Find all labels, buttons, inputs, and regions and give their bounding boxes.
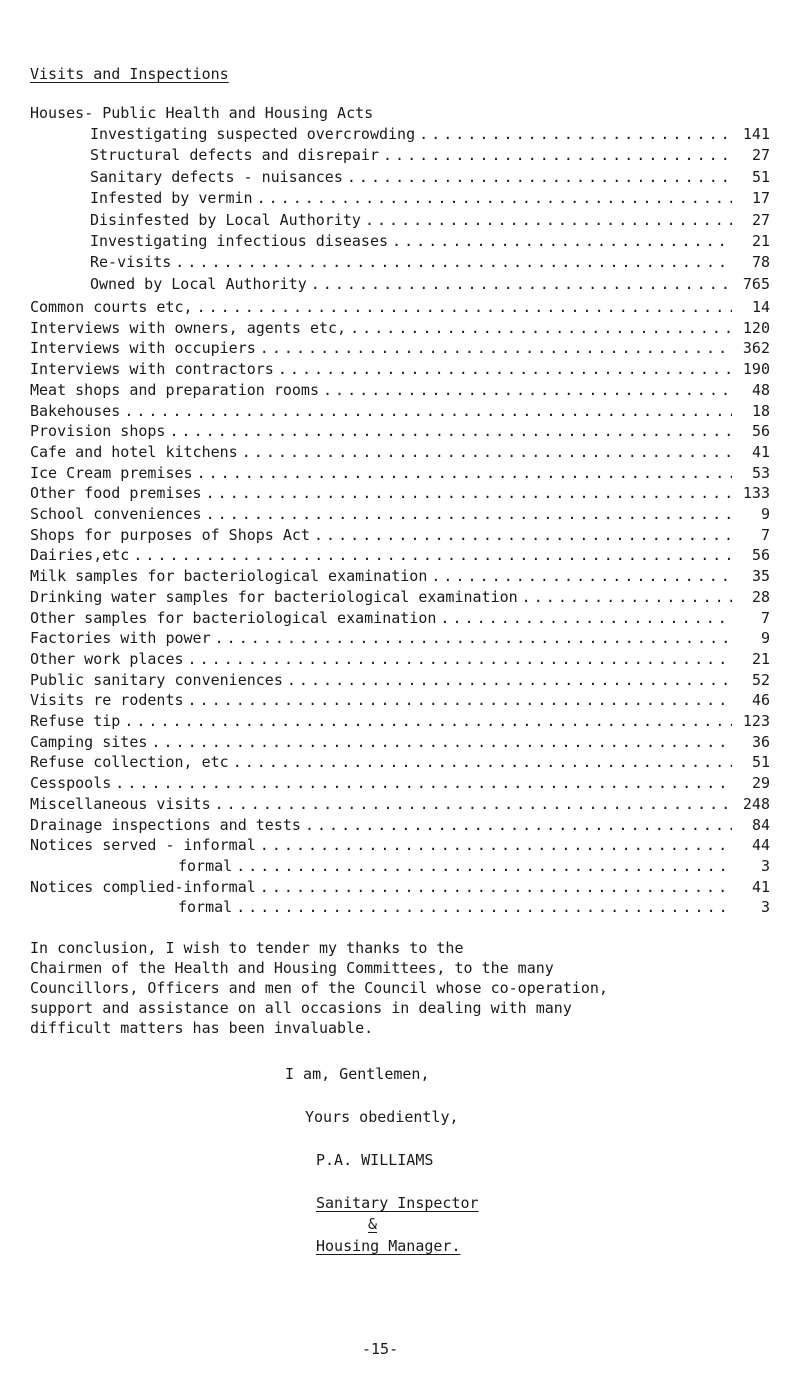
table-row: [30, 835, 770, 855]
row-value: 56: [751, 546, 770, 565]
dot-leader: [197, 463, 732, 483]
row-value: 3: [760, 898, 770, 917]
row-value: 48: [751, 380, 770, 399]
row-value: 18: [751, 401, 770, 420]
dot-leader: [260, 338, 732, 358]
row-label: Dairies,etc: [30, 546, 130, 565]
row-label: Visits re rodents: [30, 691, 184, 710]
row-value: 248: [742, 794, 770, 813]
dot-leader: [278, 359, 732, 379]
dot-leader: [383, 145, 732, 165]
dot-leader: [350, 318, 732, 338]
row-value: 36: [751, 732, 770, 751]
row-label: Bakehouses: [30, 401, 121, 420]
dot-leader: [311, 274, 732, 294]
row-value: 51: [751, 167, 770, 186]
table-row: [30, 338, 770, 358]
table-row: [90, 188, 770, 208]
row-label: Factories with power: [30, 629, 211, 648]
row-label: Notices served - informal: [30, 836, 256, 855]
dot-leader: [314, 525, 732, 545]
table-row: [30, 690, 770, 710]
row-label: Drinking water samples for bacteriological examination: [30, 587, 518, 606]
section-title: Visits and Inspections: [30, 65, 229, 83]
table-row: [178, 856, 770, 876]
table-row: [30, 877, 770, 897]
dot-leader: [197, 297, 732, 317]
dot-leader: [236, 856, 732, 876]
table-row: [30, 711, 770, 731]
row-value: 53: [751, 463, 770, 482]
row-value: 9: [760, 505, 770, 523]
row-value: 84: [751, 815, 770, 834]
row-label: Other food premises: [30, 484, 202, 503]
row-value: 35: [751, 567, 770, 586]
table-row: [30, 359, 770, 379]
dot-leader: [392, 231, 732, 251]
page-number: -15-: [362, 1340, 399, 1358]
dot-leader: [260, 877, 732, 897]
table-row: [30, 566, 770, 586]
row-label: Drainage inspections and tests: [30, 815, 301, 834]
row-value: 3: [760, 856, 770, 875]
row-value: 21: [751, 649, 770, 668]
dot-leader: [419, 124, 732, 144]
row-label: formal: [178, 898, 233, 917]
row-value: 27: [751, 146, 770, 165]
table-row: [90, 145, 770, 165]
table-row: [30, 545, 770, 565]
table-row: [30, 752, 770, 772]
houses-heading: Houses- Public Health and Housing Acts: [30, 104, 374, 122]
row-label: Sanitary defects - nuisances: [90, 167, 343, 186]
table-row: [30, 463, 770, 483]
row-value: 51: [751, 753, 770, 772]
row-label: Ice Cream premises: [30, 463, 193, 482]
signoff: Yours obediently,: [305, 1108, 459, 1126]
table-row: [178, 897, 770, 917]
table-row: [90, 252, 770, 272]
row-label: Other samples for bacteriological examination: [30, 608, 437, 627]
signatory-role-housing: Housing Manager.: [316, 1237, 461, 1255]
table-row: [30, 421, 770, 441]
dot-leader: [206, 504, 732, 524]
ampersand: &: [368, 1215, 378, 1233]
table-row: [30, 587, 770, 607]
row-label: Refuse collection, etc: [30, 753, 229, 772]
dot-leader: [151, 732, 732, 752]
row-label: Milk samples for bacteriological examination: [30, 567, 428, 586]
row-value: 123: [742, 712, 770, 730]
dot-leader: [124, 401, 732, 421]
row-label: Interviews with owners, agents etc,: [30, 318, 347, 337]
row-value: 41: [751, 442, 770, 461]
signatory-role-sanitary: Sanitary Inspector: [316, 1194, 479, 1212]
dot-leader: [440, 608, 732, 628]
table-row: [30, 297, 770, 317]
row-value: 133: [742, 484, 770, 503]
salutation: I am, Gentlemen,: [285, 1065, 430, 1083]
table-row: [30, 628, 770, 648]
row-label: Shops for purposes of Shops Act: [30, 525, 310, 544]
table-row: [90, 210, 770, 230]
row-label: Investigating infectious diseases: [90, 232, 389, 250]
row-label: Infested by vermin: [90, 189, 253, 208]
row-label: Notices complied-informal: [30, 877, 256, 896]
row-value: 52: [751, 670, 770, 689]
row-label: Other work places: [30, 649, 184, 668]
dot-leader: [522, 587, 732, 607]
row-value: 190: [742, 360, 770, 379]
signatory-name: P.A. WILLIAMS: [316, 1151, 434, 1169]
row-value: 17: [751, 189, 770, 208]
dot-leader: [206, 483, 732, 503]
row-label: Cesspools: [30, 774, 112, 793]
row-label: Camping sites: [30, 732, 148, 751]
dot-leader: [323, 380, 732, 400]
row-label: Disinfested by Local Authority: [90, 210, 361, 229]
table-row: [30, 504, 770, 524]
dot-leader: [233, 752, 732, 772]
table-row: [90, 231, 770, 251]
dot-leader: [305, 815, 732, 835]
dot-leader: [260, 835, 732, 855]
dot-leader: [257, 188, 732, 208]
row-value: 14: [751, 298, 770, 316]
dot-leader: [215, 794, 732, 814]
row-value: 56: [751, 422, 770, 441]
dot-leader: [188, 690, 732, 710]
row-value: 120: [742, 318, 770, 337]
dot-leader: [124, 711, 732, 731]
table-row: [30, 670, 770, 690]
dot-leader: [175, 252, 732, 272]
row-value: 765: [742, 274, 770, 293]
dot-leader: [365, 210, 732, 230]
table-row: [30, 401, 770, 421]
row-value: 21: [751, 232, 770, 250]
table-row: [30, 380, 770, 400]
row-value: 78: [751, 253, 770, 272]
dot-leader: [215, 628, 732, 648]
table-row: [90, 167, 770, 187]
dot-leader: [242, 442, 732, 462]
row-label: Refuse tip: [30, 712, 121, 730]
dot-leader: [431, 566, 732, 586]
row-label: Re-visits: [90, 253, 172, 272]
row-value: 41: [751, 877, 770, 896]
table-row: [90, 124, 770, 144]
row-label: formal: [178, 856, 233, 875]
row-label: Investigating suspected overcrowding: [90, 125, 416, 143]
row-label: Common courts etc,: [30, 298, 193, 316]
row-label: Miscellaneous visits: [30, 794, 211, 813]
row-value: 29: [751, 774, 770, 793]
table-row: [30, 815, 770, 835]
row-label: Provision shops: [30, 422, 166, 441]
row-value: 44: [751, 836, 770, 855]
row-label: School conveniences: [30, 505, 202, 523]
dot-leader: [347, 167, 732, 187]
row-value: 7: [760, 525, 770, 544]
row-label: Owned by Local Authority: [90, 274, 307, 293]
table-row: [90, 274, 770, 294]
table-row: [30, 318, 770, 338]
row-label: Public sanitary conveniences: [30, 670, 283, 689]
conclusion-paragraph: In conclusion, I wish to tender my thanks to the Chairmen of the Health and Housing Committees, to the many Councillors, Officers and men of the Council whose co-operation, support and assistance on all occasions in dealing with many difficult matters has been invaluable.: [30, 939, 608, 1037]
dot-leader: [115, 773, 732, 793]
table-row: [30, 794, 770, 814]
table-row: [30, 608, 770, 628]
row-value: 7: [760, 608, 770, 627]
table-row: [30, 773, 770, 793]
row-value: 362: [742, 339, 770, 358]
row-label: Interviews with contractors: [30, 360, 274, 379]
table-row: [30, 732, 770, 752]
table-row: [30, 525, 770, 545]
row-value: 46: [751, 691, 770, 710]
dot-leader: [133, 545, 732, 565]
row-label: Structural defects and disrepair: [90, 146, 379, 165]
row-value: 9: [760, 629, 770, 648]
table-row: [30, 442, 770, 462]
dot-leader: [287, 670, 732, 690]
dot-leader: [236, 897, 732, 917]
dot-leader: [188, 649, 732, 669]
row-label: Cafe and hotel kitchens: [30, 442, 238, 461]
row-label: Interviews with occupiers: [30, 339, 256, 358]
dot-leader: [169, 421, 732, 441]
table-row: [30, 483, 770, 503]
row-value: 27: [751, 210, 770, 229]
row-value: 28: [751, 587, 770, 606]
row-value: 141: [742, 125, 770, 143]
row-label: Meat shops and preparation rooms: [30, 380, 319, 399]
table-row: [30, 649, 770, 669]
